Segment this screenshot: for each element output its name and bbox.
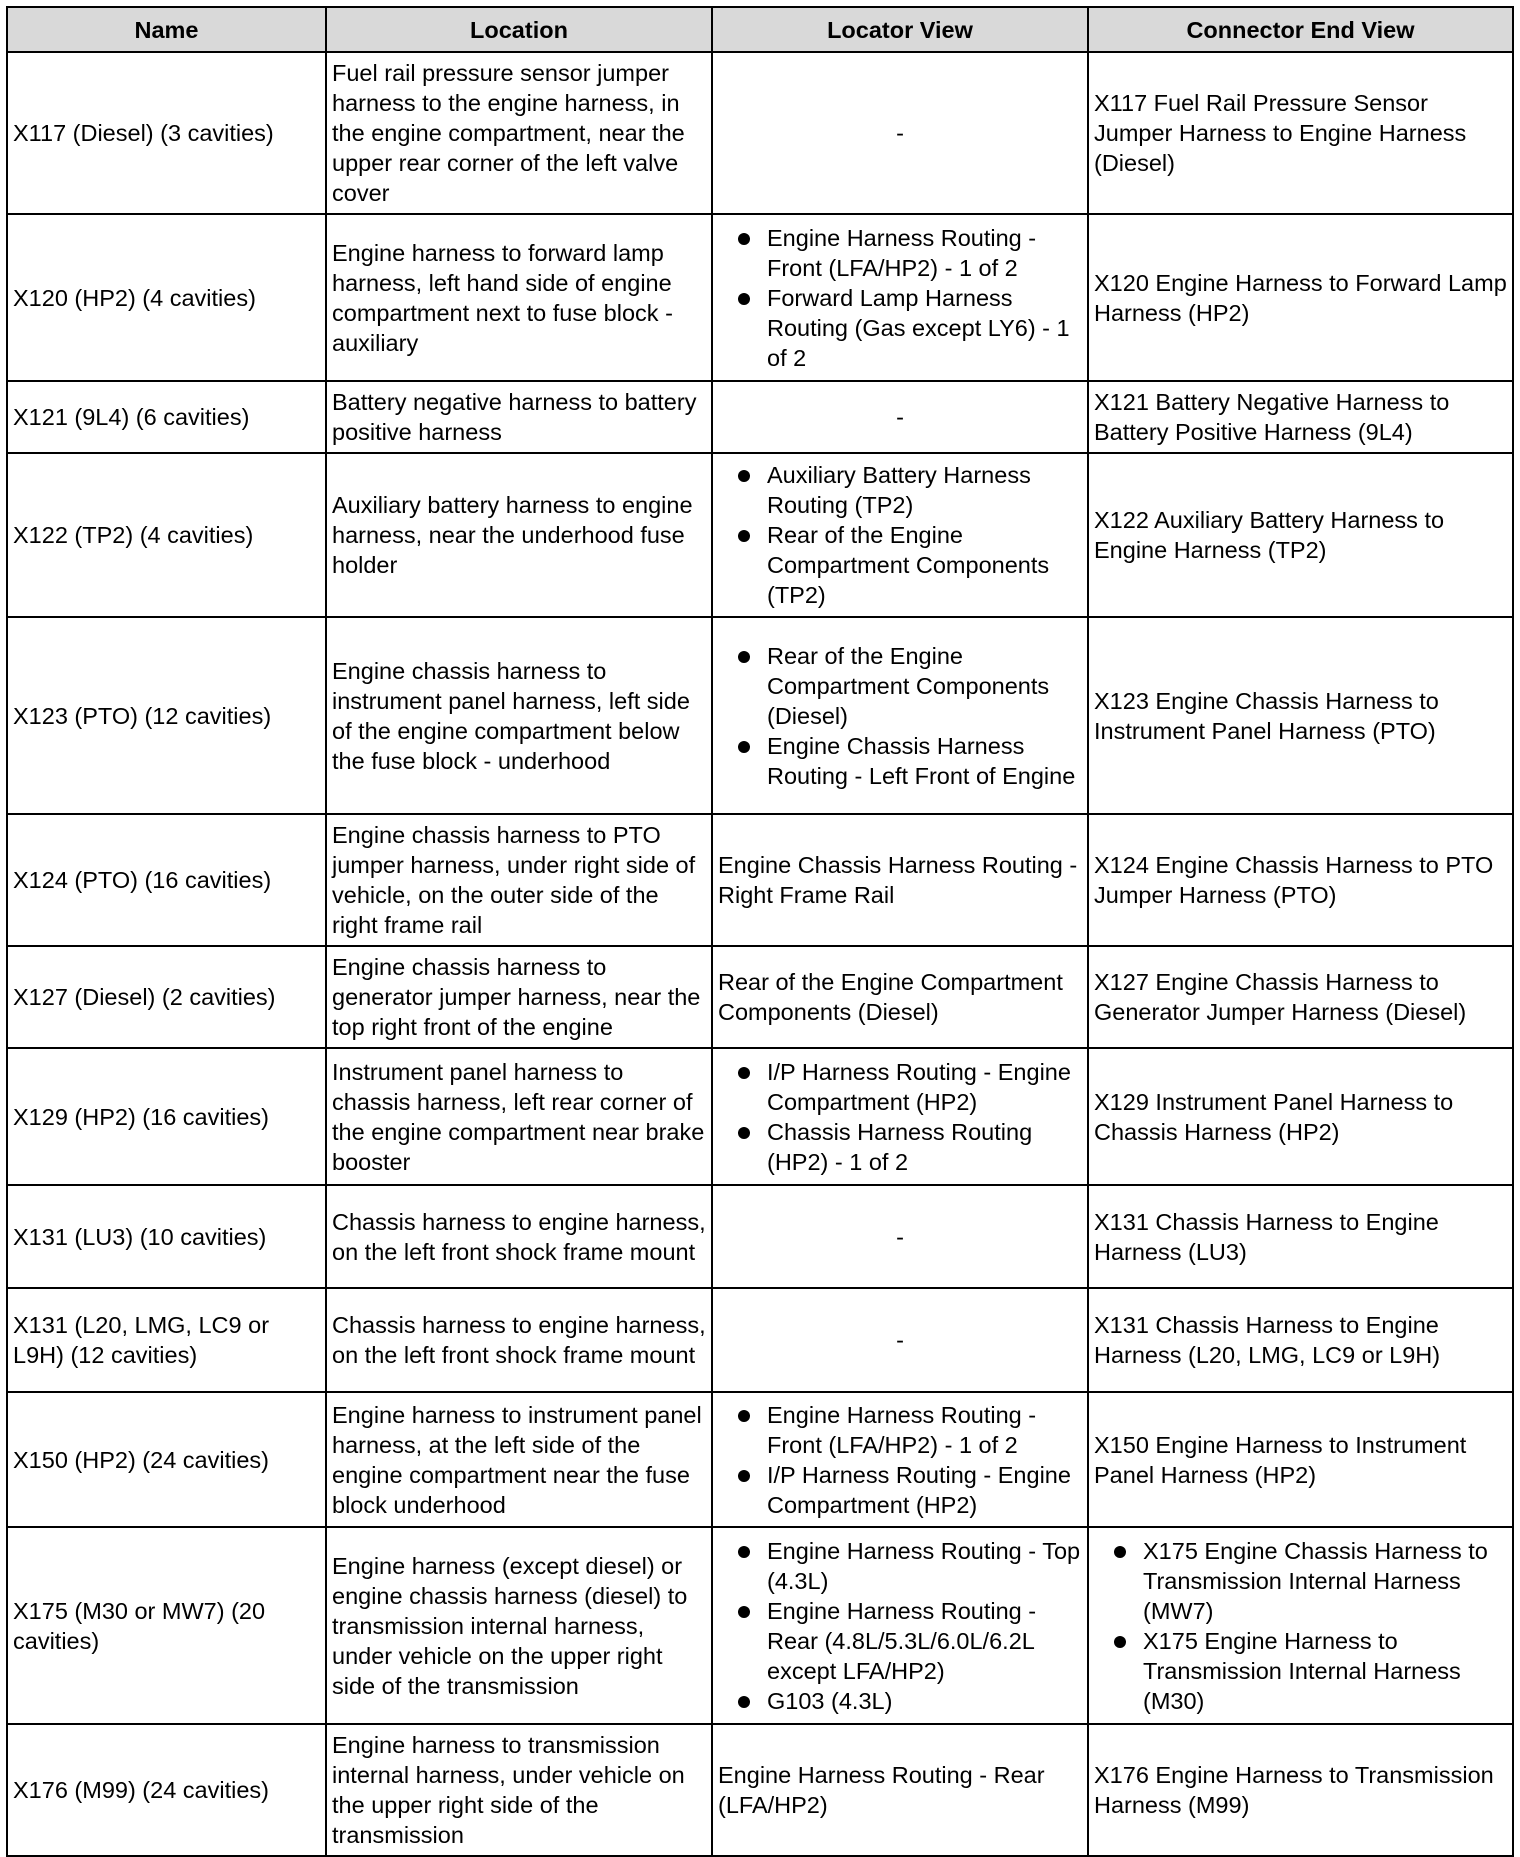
connector-end-view-cell: X176 Engine Harness to Transmission Harness (M99) — [1088, 1724, 1513, 1856]
name-cell: X124 (PTO) (16 cavities) — [7, 814, 326, 946]
locator-view-cell: - — [712, 52, 1088, 214]
connector-end-view-cell: X129 Instrument Panel Harness to Chassis Harness (HP2) — [1088, 1048, 1513, 1185]
connector-end-view-cell: X127 Engine Chassis Harness to Generator Jumper Harness (Diesel) — [1088, 946, 1513, 1048]
table-row — [7, 381, 1513, 453]
list-item: Rear of the Engine Compartment Components (TP2) — [767, 520, 1082, 610]
table-row — [7, 946, 1513, 1048]
connector-end-view-cell: X122 Auxiliary Battery Harness to Engine Harness (TP2) — [1088, 453, 1513, 617]
bullet-list — [718, 1536, 1082, 1716]
bullet-list — [718, 1057, 1082, 1177]
list-item: Forward Lamp Harness Routing (Gas except LY6) - 1 of 2 — [767, 283, 1082, 373]
name-cell: X127 (Diesel) (2 cavities) — [7, 946, 326, 1048]
list-item: I/P Harness Routing - Engine Compartment (HP2) — [767, 1460, 1082, 1520]
list-item: Engine Harness Routing - Front (LFA/HP2) - 1 of 2 — [767, 223, 1082, 283]
location-cell: Engine harness to transmission internal harness, under vehicle on the upper right side of the transmission — [326, 1724, 712, 1856]
connector-end-view-cell: X121 Battery Negative Harness to Battery Positive Harness (9L4) — [1088, 381, 1513, 453]
table-row — [7, 1392, 1513, 1527]
name-cell: X131 (LU3) (10 cavities) — [7, 1185, 326, 1288]
bullet-list — [1094, 1536, 1507, 1716]
locator-view-cell — [712, 453, 1088, 617]
table-row — [7, 814, 1513, 946]
table-row — [7, 1185, 1513, 1288]
list-item: X175 Engine Harness to Transmission Internal Harness (M30) — [1143, 1626, 1507, 1716]
locator-view-cell — [712, 1048, 1088, 1185]
location-cell: Engine chassis harness to PTO jumper harness, under right side of vehicle, on the outer side of the right frame rail — [326, 814, 712, 946]
name-cell: X120 (HP2) (4 cavities) — [7, 214, 326, 381]
locator-view-cell — [712, 1392, 1088, 1527]
connector-end-view-cell: X120 Engine Harness to Forward Lamp Harness (HP2) — [1088, 214, 1513, 381]
list-item: Engine Harness Routing - Top (4.3L) — [767, 1537, 1081, 1594]
location-cell: Battery negative harness to battery positive harness — [326, 381, 712, 453]
header-row — [7, 7, 1513, 52]
name-cell: X122 (TP2) (4 cavities) — [7, 453, 326, 617]
connector-end-view-cell: X150 Engine Harness to Instrument Panel Harness (HP2) — [1088, 1392, 1513, 1527]
location-cell: Engine chassis harness to generator jumper harness, near the top right front of the engine — [326, 946, 712, 1048]
locator-view-cell — [712, 214, 1088, 381]
name-cell: X121 (9L4) (6 cavities) — [7, 381, 326, 453]
list-item: Engine Harness Routing - Front (LFA/HP2) - 1 of 2 — [767, 1400, 1082, 1460]
table-row — [7, 1048, 1513, 1185]
list-item: X175 Engine Chassis Harness to Transmission Internal Harness (MW7) — [1143, 1536, 1507, 1626]
list-item: Rear of the Engine Compartment Components (Diesel) — [767, 641, 1082, 731]
list-item: I/P Harness Routing - Engine Compartment (HP2) — [767, 1057, 1082, 1117]
location-cell: Chassis harness to engine harness, on the left front shock frame mount — [326, 1185, 712, 1288]
location-cell: Auxiliary battery harness to engine harness, near the underhood fuse holder — [326, 453, 712, 617]
bullet-list — [718, 460, 1082, 610]
locator-view-cell — [712, 1527, 1088, 1724]
locator-view-cell: Rear of the Engine Compartment Components (Diesel) — [712, 946, 1088, 1048]
name-cell: X131 (L20, LMG, LC9 or L9H) (12 cavities) — [7, 1288, 326, 1392]
name-cell: X150 (HP2) (24 cavities) — [7, 1392, 326, 1527]
bullet-list — [718, 1400, 1082, 1520]
name-cell: X129 (HP2) (16 cavities) — [7, 1048, 326, 1185]
header-locator-view: Locator View — [712, 7, 1088, 52]
bullet-list — [718, 641, 1082, 791]
location-cell: Engine harness to forward lamp harness, left hand side of engine compartment next to fuse block - auxiliary — [326, 214, 712, 381]
header-connector-end-view: Connector End View — [1088, 7, 1513, 52]
connector-end-view-cell: X123 Engine Chassis Harness to Instrument Panel Harness (PTO) — [1088, 617, 1513, 814]
locator-view-cell: Engine Chassis Harness Routing - Right Frame Rail — [712, 814, 1088, 946]
table-row — [7, 1288, 1513, 1392]
location-cell: Engine harness (except diesel) or engine chassis harness (diesel) to transmission internal harness, under vehicle on the upper right side of the transmission — [326, 1527, 712, 1724]
table-row — [7, 617, 1513, 814]
connector-end-view-cell: X131 Chassis Harness to Engine Harness (L20, LMG, LC9 or L9H) — [1088, 1288, 1513, 1392]
table-row — [7, 52, 1513, 214]
location-cell: Engine chassis harness to instrument panel harness, left side of the engine compartment below the fuse block - underhood — [326, 617, 712, 814]
connector-table — [6, 6, 1514, 1857]
location-cell: Chassis harness to engine harness, on the left front shock frame mount — [326, 1288, 712, 1392]
locator-view-cell: Engine Harness Routing - Rear (LFA/HP2) — [712, 1724, 1088, 1856]
connector-end-view-cell: X131 Chassis Harness to Engine Harness (LU3) — [1088, 1185, 1513, 1288]
connector-end-view-cell: X117 Fuel Rail Pressure Sensor Jumper Harness to Engine Harness (Diesel) — [1088, 52, 1513, 214]
name-cell: X175 (M30 or MW7) (20 cavities) — [7, 1527, 326, 1724]
list-item: Auxiliary Battery Harness Routing (TP2) — [767, 460, 1082, 520]
list-item: Engine Harness Routing - Rear (4.8L/5.3L/6.0L/6.2L except LFA/HP2) — [767, 1596, 1082, 1686]
list-item: Engine Chassis Harness Routing - Left Front of Engine — [767, 731, 1082, 791]
name-cell: X123 (PTO) (12 cavities) — [7, 617, 326, 814]
table-row — [7, 1724, 1513, 1856]
locator-view-cell — [712, 617, 1088, 814]
connector-end-view-cell: X124 Engine Chassis Harness to PTO Jumper Harness (PTO) — [1088, 814, 1513, 946]
list-item: Chassis Harness Routing (HP2) - 1 of 2 — [767, 1117, 1082, 1177]
name-cell: X176 (M99) (24 cavities) — [7, 1724, 326, 1856]
table-row — [7, 1527, 1513, 1724]
bullet-list — [718, 223, 1082, 373]
table-row — [7, 453, 1513, 617]
header-name: Name — [7, 7, 326, 52]
locator-view-cell: - — [712, 1185, 1088, 1288]
name-cell: X117 (Diesel) (3 cavities) — [7, 52, 326, 214]
header-location: Location — [326, 7, 712, 52]
location-cell: Engine harness to instrument panel harness, at the left side of the engine compartment near the fuse block underhood — [326, 1392, 712, 1527]
table-row — [7, 214, 1513, 381]
location-cell: Fuel rail pressure sensor jumper harness to the engine harness, in the engine compartment, near the upper rear corner of the left valve cover — [326, 52, 712, 214]
locator-view-cell: - — [712, 381, 1088, 453]
location-cell: Instrument panel harness to chassis harness, left rear corner of the engine compartment near brake booster — [326, 1048, 712, 1185]
list-item: G103 (4.3L) — [767, 1686, 1082, 1716]
locator-view-cell: - — [712, 1288, 1088, 1392]
connector-end-view-cell — [1088, 1527, 1513, 1724]
